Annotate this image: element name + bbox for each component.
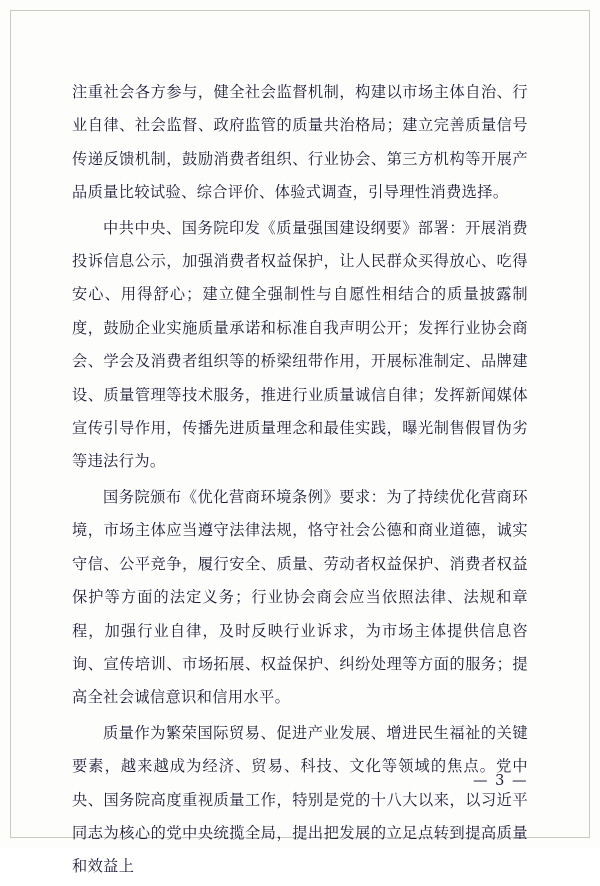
page-number: — 3 — — [473, 773, 528, 789]
page-footer — [0, 770, 600, 789]
paragraph-4: 质量作为繁荣国际贸易、促进产业发展、增进民生福祉的关键要素，越来越成为经济、贸易、科技、文化等领域的焦点。党中央、国务院高度重视质量工作，特别是党的十八大以来，以习近平同志为核心的党中央统揽全局，提出把发展的立足点转到提高质量和效益上 — [72, 723, 528, 876]
paragraph-2: 中共中央、国务院印发《质量强国建设纲要》部署：开展消费投诉信息公示，加强消费者权益保护，让人民群众买得放心、吃得安心、用得舒心；建立健全强制性与自愿性相结合的质量披露制度，鼓励企业实施质量承诺和标准自我声明公开；发挥行业协会商会、学会及消费者组织等的桥梁纽带作用，开展标准制定、品牌建设、质量管理等技术服务，推进行业质量诚信自律；发挥新闻媒体宣传引导作用，传播先进质量理念和最佳实践，曝光制售假冒伪劣等违法行为。 — [72, 218, 528, 471]
paragraph-1: 注重社会各方参与，健全社会监督机制，构建以市场主体自治、行业自律、社会监督、政府监管的质量共治格局；建立完善质量信号传递反馈机制，鼓励消费者组织、行业协会、第三方机构等开展产品质量比较试验、综合评价、体验式调查，引导理性消费选择。 — [72, 83, 528, 202]
paragraph-3: 国务院颁布《优化营商环境条例》要求：为了持续优化营商环境，市场主体应当遵守法律法规，恪守社会公德和商业道德，诚实守信、公平竞争，履行安全、质量、劳动者权益保护、消费者权益保护等方面的法定义务；行业协会商会应当依照法律、法规和章程，加强行业自律，及时反映行业诉求，为市场主体提供信息咨询、宣传培训、市场拓展、权益保护、纠纷处理等方面的服务；提高全社会诚信意识和信用水平。 — [72, 487, 528, 707]
document-body — [72, 76, 528, 886]
